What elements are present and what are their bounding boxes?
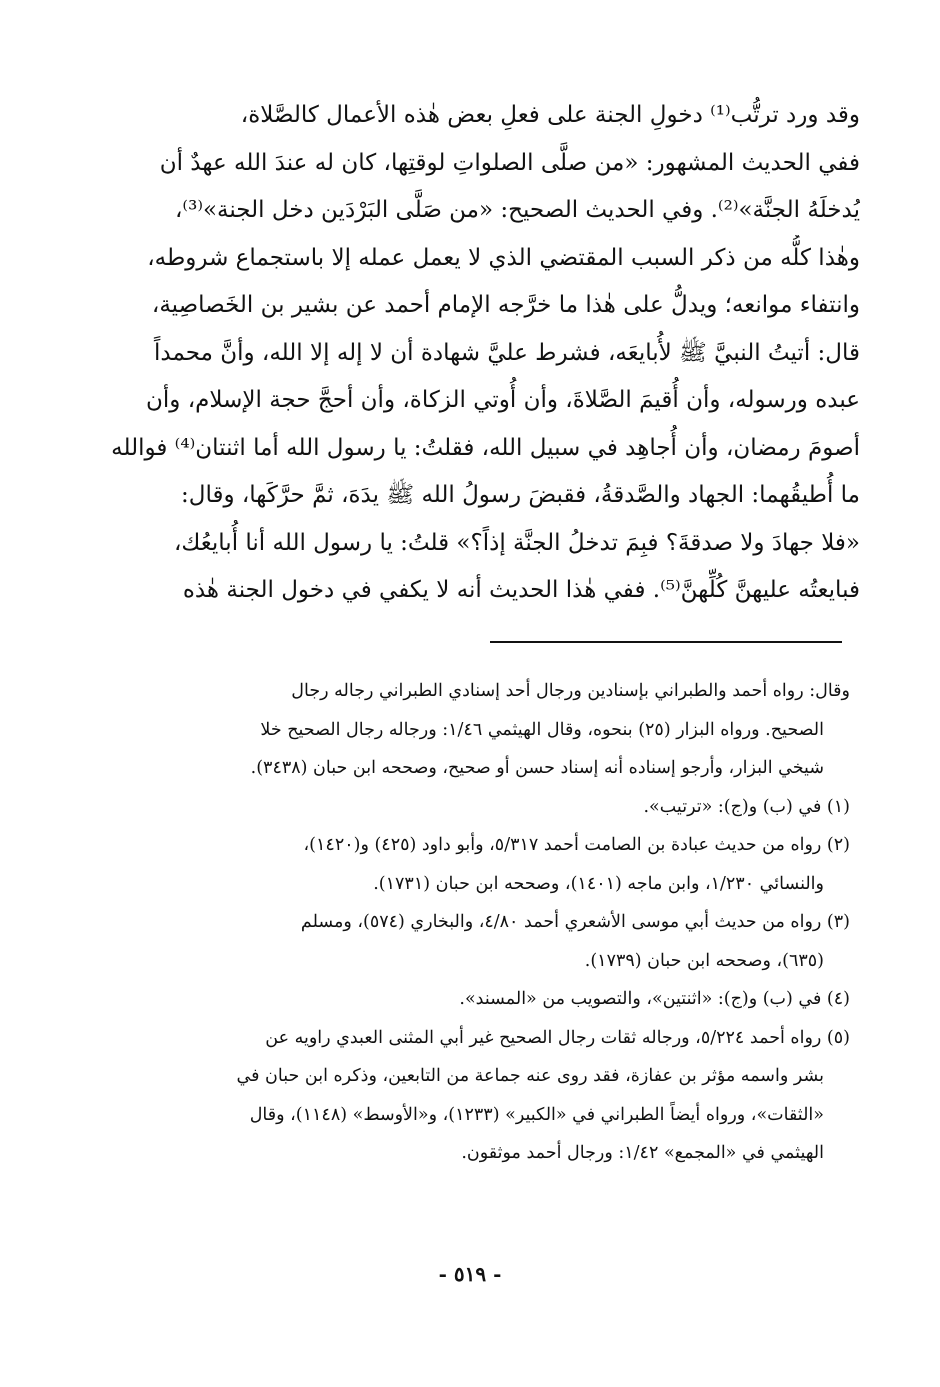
footnote-line: والنسائي ١/٢٣٠، وابن ماجه (١٤٠١)، وصححه ابن حبان (١٧٣١). [373, 873, 824, 894]
main-text-line: «فلا جهادَ ولا صدقةَ؟ فبِمَ تدخلُ الجنَّة إذاً؟» قلتُ: يا رسول الله أنا أُبايعُك، [173, 529, 860, 556]
main-text-block [80, 92, 860, 615]
main-text-line: أصومَ رمضان، وأن أُجاهِد في سبيل الله، فقلتُ: يا رسول الله أما اثنتان⁽⁴⁾ فوالله [111, 434, 860, 461]
main-text-line: ما أُطيقُهما: الجهاد والصَّدقةُ، فقبضَ رسولُ الله ﷺ يدَهَ، ثمَّ حرَّكَها، وقال: [180, 482, 860, 508]
footnote-line: بشر واسمه مؤثر بن عفازة، فقد روى عنه جماعة من التابعين، وذكره ابن حبان في [236, 1066, 824, 1086]
footnote-line: شيخي البزار، وأرجو إسناده أنه إسناد حسن أو صحيح، وصححه ابن حبان (٣٤٣٨). [250, 758, 824, 778]
footnote-line: (٦٣٥)، وصححه ابن حبان (١٧٣٩). [584, 950, 824, 971]
footnotes-block [80, 672, 850, 1173]
footnote-3: (٣) رواه من حديث أبي موسى الأشعري أحمد ٤/٨٠، والبخاري (٥٧٤)، ومسلم [300, 912, 850, 932]
footnote-line: الهيثمي في «المجمع» ١/٤٢: ورجال أحمد موثقون. [461, 1143, 824, 1163]
footnote-4: (٤) في (ب) و(ج): «اثنتين»، والتصويب من «المسند». [459, 989, 850, 1009]
main-text-line: وقد ورد ترتُّب⁽¹⁾ دخولِ الجنة على فعلِ بعض هٰذه الأعمال كالصَّلاة، [240, 102, 860, 128]
footnote-5: (٥) رواه أحمد ٥/٢٢٤، ورجاله ثقات رجال الصحيح غير أبي المثنى العبدي راويه عن [265, 1027, 850, 1048]
main-text-line: وهٰذا كلُّه من ذكر السبب المقتضي الذي لا يعمل عمله إلا باستجماع شروطه، [147, 244, 860, 271]
footnote-1: (١) في (ب) و(ج): «ترتيب». [643, 796, 850, 817]
main-text-line: فبايعتُه عليهنَّ كُلِّهنَّ⁽⁵⁾. ففي هٰذا الحديث أنه لا يكفي في دخول الجنة هٰذه [182, 577, 860, 603]
footnote-2: (٢) رواه من حديث عبادة بن الصامت أحمد ٥/٣١٧، وأبو داود (٤٢٥) و(١٤٢٠)، [303, 835, 850, 855]
main-text-line: عبده ورسوله، وأن أُقيمَ الصَّلاةَ، وأن أُوتي الزكاة، وأن أحجَّ حجة الإسلام، وأن [146, 387, 860, 413]
footnote-divider [490, 641, 842, 643]
main-text-line: وانتفاء موانعه؛ ويدلُّ على هٰذا ما خرَّجه الإمام أحمد عن بشير بن الخَصاصِية، [151, 292, 860, 318]
footnote-line: الصحيح. ورواه البزار (٢٥) بنحوه، وقال الهيثمي ١/٤٦: ورجاله رجال الصحيح خلا [260, 719, 824, 740]
main-text-line: ففي الحديث المشهور: «من صلَّى الصلواتِ لوقتِها، كان له عندَ الله عهدٌ أن [159, 149, 860, 176]
footnote-line: وقال: رواه أحمد والطبراني بإسنادين ورجال أحد إسنادي الطبراني رجاله رجال [291, 681, 850, 701]
page-number: - ٥١٩ - [438, 1262, 502, 1286]
footnote-line: «الثقات»، ورواه أيضاً الطبراني في «الكبير» (١٢٣٣)، و«الأوسط» (١١٤٨)، وقال [249, 1104, 824, 1125]
main-text-line: يُدخلَهُ الجنَّة»⁽²⁾. وفي الحديث الصحيح: «من صَلَّى البَرْدَين دخل الجنة»⁽³⁾، [175, 197, 860, 223]
main-text-line: قال: أتيتُ النبيَّ ﷺ لأُبايعَه، فشرط عليَّ شهادة أن لا إله إلا الله، وأنَّ محمداً [153, 339, 860, 366]
